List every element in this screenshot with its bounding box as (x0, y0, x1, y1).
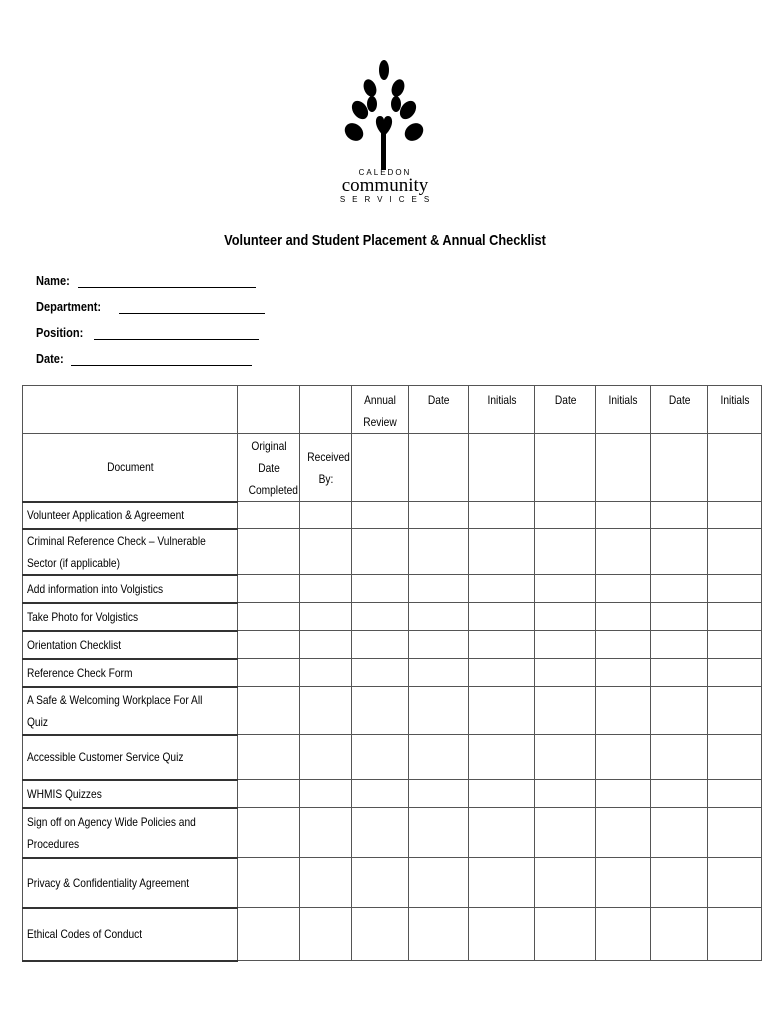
initials-header: Initials (596, 386, 651, 434)
table-cell[interactable] (708, 434, 762, 502)
table-cell[interactable] (596, 687, 651, 735)
table-cell[interactable] (409, 808, 469, 858)
document-name-line1: Criminal Reference Check – Vulnerable (27, 533, 206, 548)
page-title: Volunteer and Student Placement & Annual Checklist (224, 232, 546, 249)
name-field[interactable] (36, 262, 265, 288)
table-cell[interactable] (469, 908, 535, 961)
document-name-cell (23, 529, 238, 575)
table-cell[interactable] (596, 502, 651, 529)
table-cell[interactable] (535, 575, 596, 603)
table-cell[interactable] (300, 735, 352, 780)
table-cell[interactable] (708, 687, 762, 735)
table-row (23, 603, 762, 631)
date-field[interactable] (36, 340, 265, 366)
document-name-cell (23, 631, 238, 659)
table-cell[interactable] (409, 434, 469, 502)
name-label: Name: (36, 273, 70, 288)
table-cell[interactable] (535, 735, 596, 780)
table-cell[interactable] (535, 603, 596, 631)
original-date-completed-header: Original Date Completed (238, 434, 300, 502)
table-cell[interactable] (651, 780, 708, 808)
table-cell[interactable] (535, 780, 596, 808)
table-cell[interactable] (300, 908, 352, 961)
document-name-cell (23, 780, 238, 808)
table-cell[interactable] (596, 858, 651, 908)
document-name-cell (23, 858, 238, 908)
table-cell[interactable] (469, 659, 535, 687)
logo-services: SERVICES (339, 195, 437, 204)
table-cell[interactable] (352, 808, 409, 858)
document-name-line1: Accessible Customer Service Quiz (27, 750, 184, 764)
empty-header-cell (23, 386, 238, 434)
document-name-line1: A Safe & Welcoming Workplace For All (27, 692, 203, 707)
table-cell[interactable] (535, 858, 596, 908)
table-cell[interactable] (535, 529, 596, 575)
table-cell[interactable] (300, 529, 352, 575)
table-cell[interactable] (596, 434, 651, 502)
table-cell[interactable] (238, 808, 300, 858)
table-cell[interactable] (469, 858, 535, 908)
logo-community: community (341, 175, 429, 196)
table-cell[interactable] (535, 502, 596, 529)
table-cell[interactable] (300, 808, 352, 858)
date-header: Date (409, 386, 469, 434)
table-cell[interactable] (708, 529, 762, 575)
table-cell[interactable] (238, 687, 300, 735)
position-field[interactable] (36, 314, 265, 340)
document-name-line2: Quiz (27, 714, 48, 729)
document-name-cell (23, 808, 238, 858)
table-row (23, 735, 762, 780)
table-cell[interactable] (300, 659, 352, 687)
table-cell[interactable] (596, 735, 651, 780)
table-cell[interactable] (651, 502, 708, 529)
table-row (23, 529, 762, 575)
date-line[interactable] (71, 351, 252, 366)
table-cell[interactable] (409, 858, 469, 908)
table-cell[interactable] (409, 502, 469, 529)
table-cell[interactable] (238, 502, 300, 529)
position-line[interactable] (94, 325, 259, 340)
table-cell[interactable] (238, 659, 300, 687)
table-cell[interactable] (596, 529, 651, 575)
table-row (23, 631, 762, 659)
document-name-cell (23, 908, 238, 961)
table-cell[interactable] (651, 908, 708, 961)
table-cell[interactable] (409, 529, 469, 575)
table-row (23, 858, 762, 908)
position-label: Position: (36, 325, 84, 340)
table-cell[interactable] (352, 434, 409, 502)
table-cell[interactable] (651, 687, 708, 735)
received-by-header: Received By: (300, 434, 352, 502)
table-cell[interactable] (535, 659, 596, 687)
table-cell[interactable] (651, 735, 708, 780)
table-cell[interactable] (352, 575, 409, 603)
empty-header-cell (238, 386, 300, 434)
table-cell[interactable] (409, 659, 469, 687)
document-name-line1: Take Photo for Volgistics (27, 609, 139, 624)
document-name-line1: Sign off on Agency Wide Policies and (27, 814, 196, 829)
table-cell[interactable] (596, 603, 651, 631)
document-name-cell (23, 659, 238, 687)
table-cell[interactable] (352, 659, 409, 687)
table-cell[interactable] (596, 575, 651, 603)
table-cell[interactable] (352, 631, 409, 659)
table-cell[interactable] (469, 631, 535, 659)
table-cell[interactable] (651, 434, 708, 502)
info-fields (36, 262, 265, 366)
table-cell[interactable] (300, 858, 352, 908)
table-cell[interactable] (596, 659, 651, 687)
table-row (23, 502, 762, 529)
table-cell[interactable] (708, 780, 762, 808)
document-name-line1: Reference Check Form (27, 665, 133, 680)
table-cell[interactable] (238, 858, 300, 908)
table-cell[interactable] (651, 659, 708, 687)
table-cell[interactable] (651, 808, 708, 858)
document-name-line2: Sector (if applicable) (27, 555, 120, 570)
date-label: Date: (36, 351, 64, 366)
checklist-table (22, 385, 762, 962)
table-cell[interactable] (596, 908, 651, 961)
date-header: Date (651, 386, 708, 434)
table-cell[interactable] (352, 687, 409, 735)
table-cell[interactable] (651, 631, 708, 659)
table-cell[interactable] (469, 808, 535, 858)
initials-header: Initials (469, 386, 535, 434)
table-row (23, 808, 762, 858)
table-cell[interactable] (300, 502, 352, 529)
table-cell[interactable] (300, 687, 352, 735)
table-cell[interactable] (409, 631, 469, 659)
table-cell[interactable] (535, 908, 596, 961)
department-field[interactable] (36, 288, 265, 314)
document-name-cell (23, 687, 238, 735)
document-name-cell (23, 575, 238, 603)
table-cell[interactable] (300, 780, 352, 808)
table-cell[interactable] (469, 687, 535, 735)
document-name-line2: Procedures (27, 836, 80, 851)
table-cell[interactable] (708, 808, 762, 858)
initials-header: Initials (708, 386, 762, 434)
table-top-header-row (23, 386, 762, 434)
table-cell[interactable] (352, 502, 409, 529)
table-cell[interactable] (535, 808, 596, 858)
table-cell[interactable] (469, 780, 535, 808)
document-header: Document (23, 434, 238, 502)
date-header: Date (535, 386, 596, 434)
document-name-cell (23, 502, 238, 529)
table-cell[interactable] (469, 434, 535, 502)
table-cell[interactable] (300, 575, 352, 603)
table-cell[interactable] (409, 908, 469, 961)
table-cell[interactable] (238, 780, 300, 808)
table-cell[interactable] (300, 603, 352, 631)
table-cell[interactable] (238, 575, 300, 603)
table-cell[interactable] (352, 529, 409, 575)
table-sub-header-row (23, 434, 762, 502)
table-cell[interactable] (238, 631, 300, 659)
annual-review-header: Annual Review (352, 386, 409, 434)
table-cell[interactable] (352, 908, 409, 961)
table-cell[interactable] (708, 659, 762, 687)
table-cell[interactable] (469, 603, 535, 631)
table-cell[interactable] (352, 603, 409, 631)
table-cell[interactable] (238, 603, 300, 631)
table-row (23, 780, 762, 808)
table-cell[interactable] (469, 529, 535, 575)
table-cell[interactable] (300, 631, 352, 659)
table-cell[interactable] (535, 631, 596, 659)
table-row (23, 908, 762, 961)
table-cell[interactable] (409, 575, 469, 603)
name-line[interactable] (78, 273, 256, 288)
document-name-line1: Privacy & Confidentiality Agreement (27, 875, 190, 890)
document-name-line1: WHMIS Quizzes (27, 786, 102, 801)
document-name-line1: Volunteer Application & Agreement (27, 508, 185, 522)
table-cell[interactable] (708, 603, 762, 631)
table-cell[interactable] (238, 908, 300, 961)
table-row (23, 659, 762, 687)
table-cell[interactable] (651, 603, 708, 631)
table-cell[interactable] (596, 780, 651, 808)
table-cell[interactable] (409, 687, 469, 735)
logo-caledon: CALEDON (358, 168, 412, 177)
document-name-line1: Ethical Codes of Conduct (27, 927, 143, 941)
department-label: Department: (36, 299, 102, 314)
table-cell[interactable] (708, 631, 762, 659)
table-cell[interactable] (651, 575, 708, 603)
empty-header-cell (300, 386, 352, 434)
table-cell[interactable] (352, 858, 409, 908)
logo-wordmark (330, 168, 440, 204)
table-cell[interactable] (238, 735, 300, 780)
table-cell[interactable] (596, 631, 651, 659)
table-cell[interactable] (535, 687, 596, 735)
table-cell[interactable] (708, 735, 762, 780)
document-name-cell (23, 603, 238, 631)
table-cell[interactable] (469, 575, 535, 603)
table-cell[interactable] (708, 908, 762, 961)
table-row (23, 687, 762, 735)
table-row (23, 575, 762, 603)
checklist-rows (23, 502, 762, 961)
table-cell[interactable] (708, 858, 762, 908)
table-cell[interactable] (469, 735, 535, 780)
table-cell[interactable] (651, 529, 708, 575)
document-name-line1: Orientation Checklist (27, 637, 122, 652)
document-name-line1: Add information into Volgistics (27, 581, 164, 596)
table-cell[interactable] (708, 502, 762, 529)
department-line[interactable] (119, 299, 265, 314)
table-cell[interactable] (651, 858, 708, 908)
table-cell[interactable] (409, 735, 469, 780)
document-name-cell (23, 735, 238, 780)
table-cell[interactable] (535, 434, 596, 502)
table-cell[interactable] (352, 735, 409, 780)
table-cell[interactable] (469, 502, 535, 529)
table-cell[interactable] (238, 529, 300, 575)
table-cell[interactable] (409, 603, 469, 631)
table-cell[interactable] (596, 808, 651, 858)
table-cell[interactable] (708, 575, 762, 603)
table-cell[interactable] (409, 780, 469, 808)
table-cell[interactable] (352, 780, 409, 808)
